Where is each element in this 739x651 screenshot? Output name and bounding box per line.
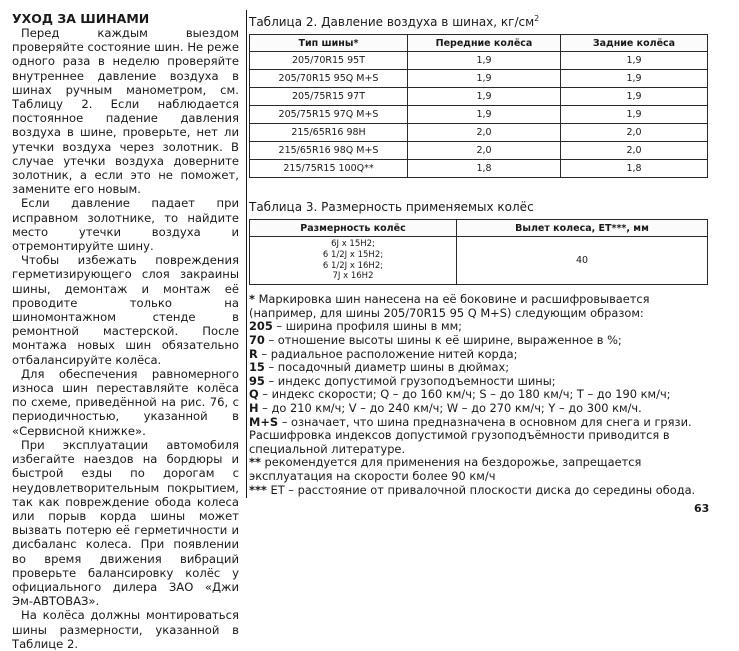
header-front-wheels: Передние колёса: [408, 35, 561, 52]
column-divider: [246, 10, 247, 498]
wheel-size-table: [249, 219, 708, 285]
note-double-star: ** рекомендуется для применения на бездорожье, запрещается эксплуатация на скорости более 90 км/ч: [249, 455, 642, 483]
front-pressure-cell: 1,9: [408, 106, 561, 124]
page-number: 63: [694, 502, 710, 515]
note-item: 15 – посадочный диаметр шины в дюймах;: [249, 360, 510, 375]
note-item: 70 – отношение высоты шины к её ширине, выраженное в %;: [249, 332, 622, 347]
tire-type-cell: 205/70R15 95T: [250, 52, 408, 70]
note-decoding: Расшифровка индексов допустимой грузоподъёмности приводится в специальной литературе.: [249, 428, 670, 456]
wheel-sizes-cell: [250, 237, 457, 285]
table-row: [250, 124, 708, 142]
table-row: [250, 88, 708, 106]
paragraph: Перед каждым выездом проверяйте состояние шин. Не реже одного раза в неделю проверяйте внутреннее давление воздуха в шинах ручным манометром, см. Таблицу 2. Если наблюдается постоянное падение давления воздуха в шине, проверьте, нет ли утечки воздуха через золотник. В случае утечки воздуха доверните золотник, а если это не поможет, замените его новым.: [12, 26, 239, 197]
table-row: [250, 160, 708, 178]
header-wheel-size: Размерность колёс: [250, 220, 457, 237]
note-speed-q: Q – индекс скорости; Q – до 160 км/ч; S – до 180 км/ч; T – до 190 км/ч;: [249, 387, 671, 402]
table-row: [250, 106, 708, 124]
wheel-size: 7J x 16H2: [332, 271, 374, 282]
paragraph: Если давление падает при исправном золотнике, то найдите место утечки воздуха и отремонтируйте шину.: [12, 196, 239, 254]
section-title: УХОД ЗА ШИНАМИ: [12, 11, 150, 26]
caption-superscript: 2: [534, 14, 540, 23]
front-pressure-cell: 2,0: [408, 142, 561, 160]
tables-column: [249, 12, 709, 497]
tire-type-cell: 205/75R15 97Q M+S: [250, 106, 408, 124]
rear-pressure-cell: 1,9: [561, 88, 708, 106]
note-item: R – радиальное расположение нитей корда;: [249, 346, 518, 361]
table-row: [250, 142, 708, 160]
tire-type-cell: 205/75R15 97T: [250, 88, 408, 106]
note-item: 205 – ширина профиля шины в мм;: [249, 319, 463, 334]
note-speed-h: H – до 210 км/ч; V – до 240 км/ч; W – до 270 км/ч; Y – до 300 км/ч.: [249, 400, 642, 415]
front-pressure-cell: 1,9: [408, 70, 561, 88]
table-header-row: [250, 220, 708, 237]
table-row: [250, 237, 708, 285]
note-ms: M+S – означает, что шина предназначена в основном для снега и грязи.: [249, 414, 692, 429]
tire-pressure-table: [249, 34, 708, 178]
table-header-row: [250, 35, 708, 52]
wheel-offset-cell: 40: [457, 237, 708, 285]
paragraph: При эксплуатации автомобиля избегайте наездов на бордюры и быстрой езды по дорогам с неудовлетворительным покрытием, так как повреждение обода колеса или порыв корда шины может вызвать потерю её герметичности и дисбаланс колеса. При появлении во время движения вибраций проверьте балансировку колёс у официального дилера ЗАО «Джи Эм-АВТОВАЗ».: [12, 437, 239, 609]
tire-type-cell: 215/75R15 100Q**: [250, 160, 408, 178]
front-pressure-cell: 1,9: [408, 88, 561, 106]
note-item: 95 – индекс допустимой грузоподъемности шины;: [249, 373, 556, 388]
table-row: [250, 70, 708, 88]
rear-pressure-cell: 1,9: [561, 106, 708, 124]
header-rear-wheels: Задние колёса: [561, 35, 708, 52]
footnotes: [249, 293, 709, 497]
rear-pressure-cell: 1,8: [561, 160, 708, 178]
wheel-size: 6 1/2J x 16H2;: [322, 260, 384, 271]
table2-caption: Таблица 2. Давление воздуха в шинах, $кг/см^2$: [249, 14, 540, 29]
paragraph: Для обеспечения равномерного износа шин переставляйте колёса по схеме, приведённой на рис. 76, с периодичностью, указанной в «Сервисной книжке».: [12, 366, 239, 438]
tire-care-section: [12, 12, 239, 651]
front-pressure-cell: 2,0: [408, 124, 561, 142]
rear-pressure-cell: 2,0: [561, 142, 708, 160]
table-row: [250, 52, 708, 70]
table3-caption: Таблица 3. Размерность применяемых колёс: [249, 200, 534, 214]
front-pressure-cell: 1,9: [408, 52, 561, 70]
paragraph: Чтобы избежать повреждения герметизирующего слоя закраины шины, демонтаж и монтаж её проводите только на шиномонтажном стенде в ремонтной мастерской. После монтажа новых шин обязательно отбалансируйте колёса.: [12, 253, 239, 367]
paragraph: На колёса должны монтироваться шины размерности, указанной в Таблице 2.: [12, 608, 239, 651]
wheel-size: 6J x 15H2;: [331, 239, 375, 249]
header-tire-type: Тип шины*: [250, 35, 408, 52]
rear-pressure-cell: 1,9: [561, 70, 708, 88]
tire-type-cell: 215/65R16 98Q M+S: [250, 142, 408, 160]
tire-type-cell: 205/70R15 95Q M+S: [250, 70, 408, 88]
rear-pressure-cell: 1,9: [561, 52, 708, 70]
wheel-size: 6 1/2J x 15H2;: [322, 249, 384, 260]
note-triple-star: *** ET – расстояние от привалочной плоскости диска до середины обода.: [249, 482, 696, 497]
header-wheel-offset: Вылет колеса, ET***, мм: [457, 220, 708, 237]
tire-type-cell: 215/65R16 98H: [250, 124, 408, 142]
rear-pressure-cell: 2,0: [561, 124, 708, 142]
front-pressure-cell: 1,8: [408, 160, 561, 178]
note-intro: * Маркировка шин нанесена на её боковине и расшифровывается (например, для шины 205/70R15 95 Q M+S) следующим образом:: [249, 292, 650, 320]
